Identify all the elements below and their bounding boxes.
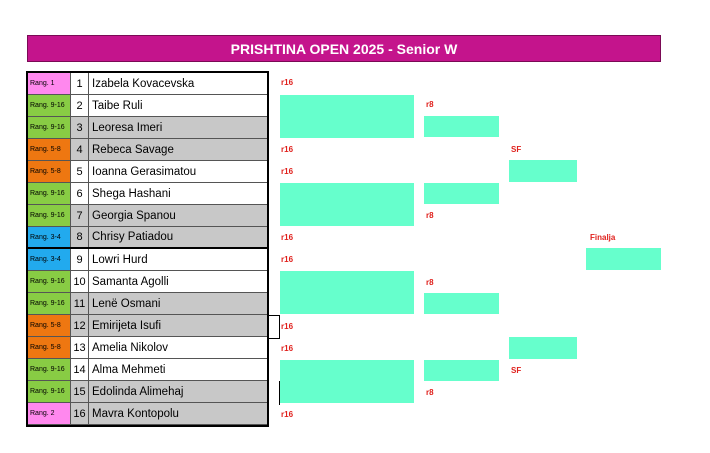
player-name-cell: Amelia Nikolov [89, 337, 267, 358]
seed-number-cell: 14 [71, 359, 89, 380]
player-name-cell: Rebeca Savage [89, 139, 267, 160]
player-row[interactable] [28, 337, 267, 359]
seed-rank-cell: Rang. 5-8 [28, 139, 71, 160]
seed-rank-cell: Rang. 2 [28, 403, 71, 424]
final-result-box[interactable] [586, 248, 661, 270]
player-row[interactable] [28, 293, 267, 315]
player-name-cell: Emirijeta Isufi [89, 315, 267, 336]
seed-rank-cell: Rang. 9-16 [28, 293, 71, 314]
r16-label: r16 [281, 344, 294, 353]
r8-result-box[interactable] [424, 116, 499, 137]
sf-label: SF [511, 366, 522, 375]
seed-rank-cell: Rang. 9-16 [28, 359, 71, 380]
player-row[interactable] [28, 227, 267, 249]
player-name-cell: Taibe Ruli [89, 95, 267, 116]
seed-rank-cell: Rang. 9-16 [28, 205, 71, 226]
player-row[interactable] [28, 95, 267, 117]
r16-label: r16 [281, 78, 294, 87]
player-name-cell: Mavra Kontopolu [89, 403, 267, 424]
player-name-cell: Chrisy Patiadou [89, 227, 267, 247]
seed-rank-cell: Rang. 9-16 [28, 183, 71, 204]
player-row[interactable] [28, 271, 267, 293]
r16-result-box[interactable] [280, 95, 414, 138]
seed-number-cell: 12 [71, 315, 89, 336]
r16-label: r16 [281, 322, 294, 331]
seed-rank-cell: Rang. 9-16 [28, 95, 71, 116]
player-row[interactable] [28, 161, 267, 183]
r16-label: r16 [281, 410, 294, 419]
bracket-line [269, 315, 280, 339]
player-row[interactable] [28, 249, 267, 271]
player-row[interactable] [28, 315, 267, 337]
player-name-cell: Georgia Spanou [89, 205, 267, 226]
seed-rank-cell: Rang. 9-16 [28, 117, 71, 138]
r16-label: r16 [281, 167, 294, 176]
player-row[interactable] [28, 73, 267, 95]
player-row[interactable] [28, 117, 267, 139]
final-label: Finalja [590, 233, 616, 242]
r8-label: r8 [426, 100, 434, 109]
seed-rank-cell: Rang. 3-4 [28, 227, 71, 247]
seed-number-cell: 13 [71, 337, 89, 358]
seed-number-cell: 8 [71, 227, 89, 247]
r8-result-box[interactable] [424, 293, 499, 314]
seed-number-cell: 2 [71, 95, 89, 116]
r16-result-box[interactable] [280, 183, 414, 226]
player-name-cell: Ioanna Gerasimatou [89, 161, 267, 182]
player-name-cell: Lowri Hurd [89, 249, 267, 270]
draw-table [26, 71, 269, 427]
seed-number-cell: 7 [71, 205, 89, 226]
r8-result-box[interactable] [424, 183, 499, 204]
seed-number-cell: 11 [71, 293, 89, 314]
player-row[interactable] [28, 183, 267, 205]
r8-label: r8 [426, 388, 434, 397]
seed-rank-cell: Rang. 9-16 [28, 271, 71, 292]
seed-rank-cell: Rang. 5-8 [28, 315, 71, 336]
player-name-cell: Leoresa Imeri [89, 117, 267, 138]
r16-result-box[interactable] [280, 360, 414, 403]
player-row[interactable] [28, 403, 267, 425]
r16-label: r16 [281, 255, 294, 264]
player-name-cell: Shega Hashani [89, 183, 267, 204]
player-row[interactable] [28, 381, 267, 403]
player-name-cell: Alma Mehmeti [89, 359, 267, 380]
r8-result-box[interactable] [424, 360, 499, 381]
player-name-cell: Lenë Osmani [89, 293, 267, 314]
player-row[interactable] [28, 359, 267, 381]
r8-label: r8 [426, 211, 434, 220]
seed-number-cell: 6 [71, 183, 89, 204]
seed-number-cell: 9 [71, 249, 89, 270]
seed-number-cell: 5 [71, 161, 89, 182]
sf-label: SF [511, 145, 522, 154]
sf-result-box[interactable] [509, 337, 577, 359]
bracket-line [279, 381, 280, 405]
player-row[interactable] [28, 205, 267, 227]
r8-label: r8 [426, 278, 434, 287]
seed-number-cell: 16 [71, 403, 89, 424]
player-name-cell: Samanta Agolli [89, 271, 267, 292]
seed-number-cell: 10 [71, 271, 89, 292]
seed-rank-cell: Rang. 5-8 [28, 161, 71, 182]
seed-rank-cell: Rang. 5-8 [28, 337, 71, 358]
player-name-cell: Edolinda Alimehaj [89, 381, 267, 402]
r16-result-box[interactable] [280, 271, 414, 314]
seed-rank-cell: Rang. 3-4 [28, 249, 71, 270]
seed-number-cell: 15 [71, 381, 89, 402]
r16-label: r16 [281, 233, 294, 242]
seed-number-cell: 4 [71, 139, 89, 160]
player-name-cell: Izabela Kovacevska [89, 73, 267, 94]
seed-number-cell: 3 [71, 117, 89, 138]
tournament-title: PRISHTINA OPEN 2025 - Senior W [27, 35, 661, 62]
seed-number-cell: 1 [71, 73, 89, 94]
seed-rank-cell: Rang. 1 [28, 73, 71, 94]
r16-label: r16 [281, 145, 294, 154]
player-row[interactable] [28, 139, 267, 161]
seed-rank-cell: Rang. 9-16 [28, 381, 71, 402]
sf-result-box[interactable] [509, 160, 577, 182]
